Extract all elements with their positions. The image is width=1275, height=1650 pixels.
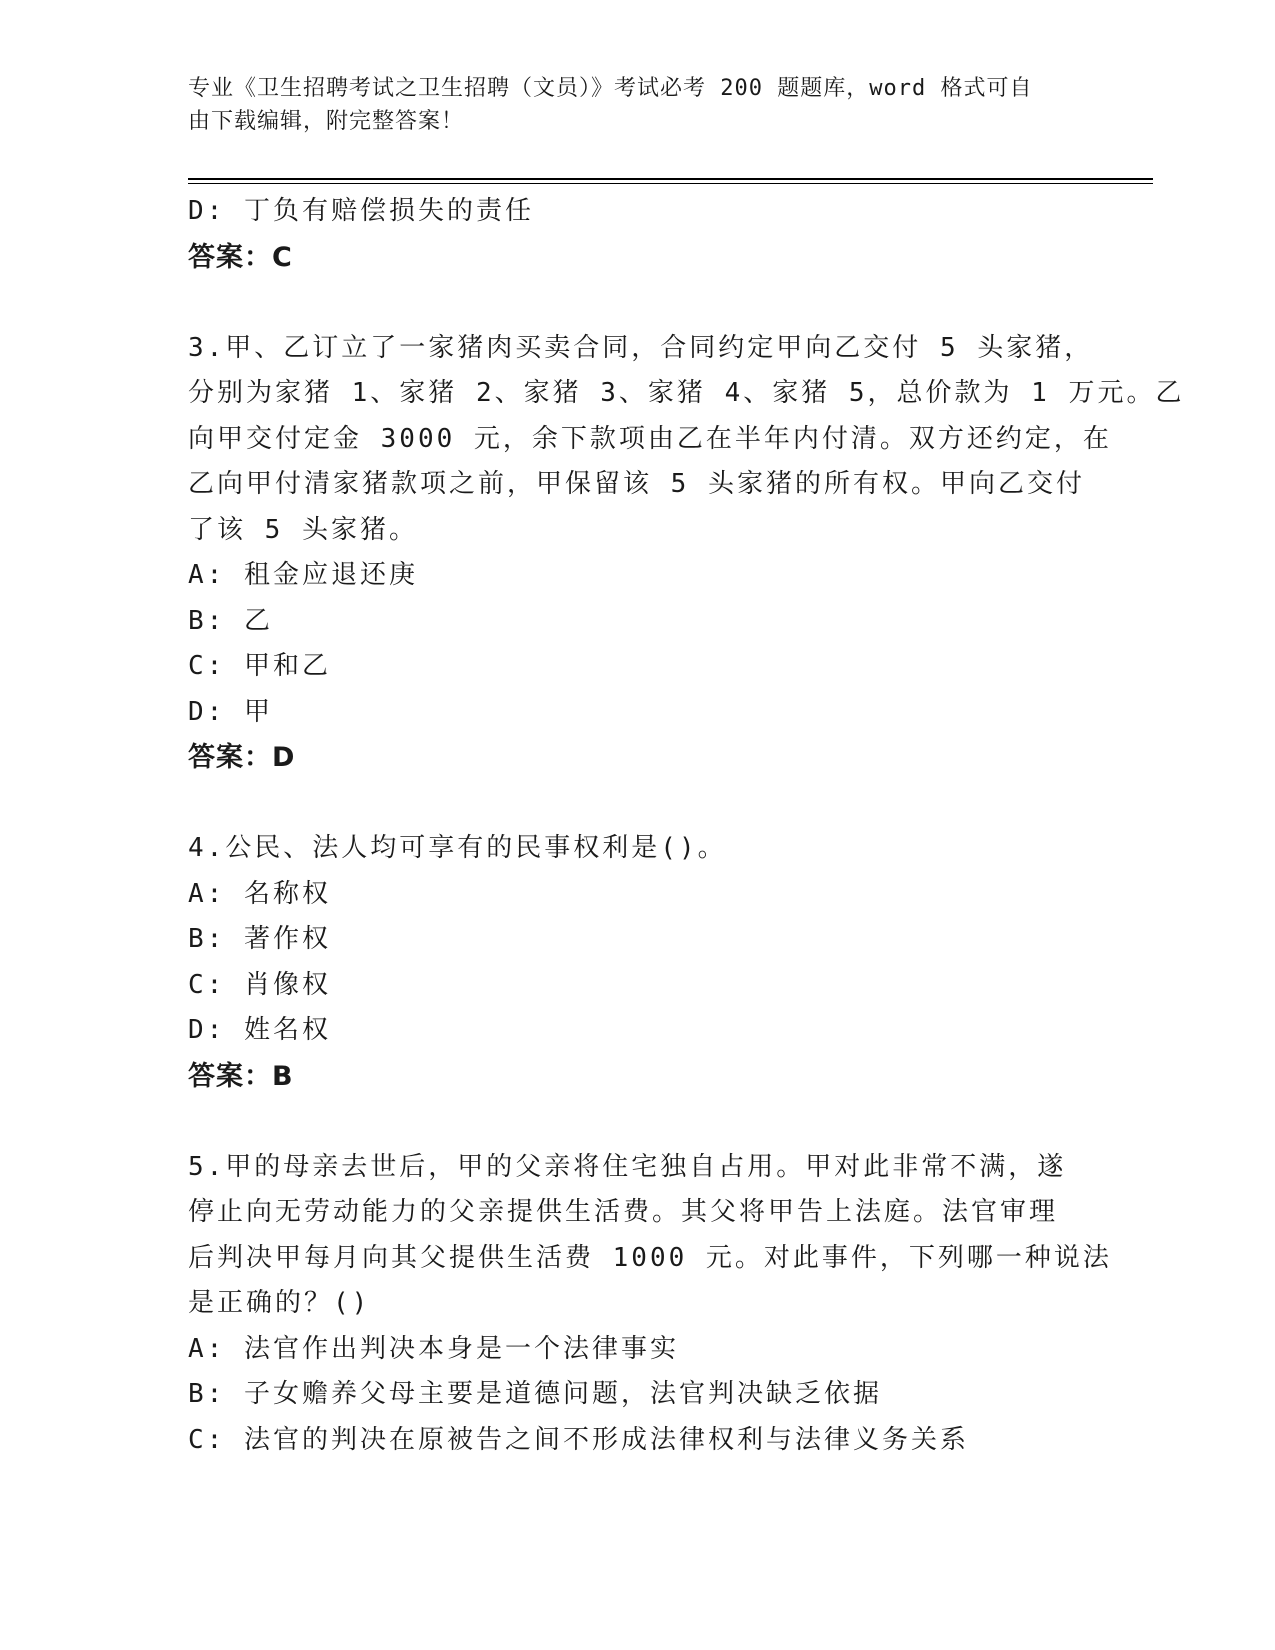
document-body [188, 189, 1185, 1463]
q3-line-4: 乙向甲付清家猪款项之前，甲保留该 5 头家猪的所有权。甲向乙交付 [188, 469, 1085, 499]
q3-option-a: A: 租金应退还庚 [188, 560, 418, 590]
q3-option-b: B: 乙 [188, 605, 273, 636]
spacer [188, 781, 1088, 827]
q5-line-2: 停止向无劳动能力的父亲提供生活费。其父将甲告上法庭。法官审理 [188, 1197, 1059, 1227]
spacer [188, 1099, 1088, 1145]
q5-question [188, 1145, 1112, 1327]
q3-question [188, 326, 1185, 554]
q3-option-c: C: 甲和乙 [188, 651, 331, 681]
q3-line-3: 向甲交付定金 3000 元，余下款项由乙在半年内付清。双方还约定，在 [188, 423, 1112, 454]
header-rule-thick [188, 178, 1153, 180]
q3-answer: 答案：D [188, 742, 296, 773]
q4-option-a: A: 名称权 [188, 878, 331, 909]
q4-question: 4.公民、法人均可享有的民事权利是()。 [188, 833, 727, 863]
q4-answer: 答案：B [188, 1060, 294, 1092]
header-line-1: 专业《卫生招聘考试之卫生招聘（文员）》考试必考 200 题题库，word 格式可自 [188, 76, 1033, 101]
header-line-2: 由下载编辑，附完整答案！ [188, 109, 465, 134]
q2-answer: 答案：C [188, 241, 293, 273]
document-header [188, 72, 1068, 138]
q5-option-b: B: 子女赡养父母主要是道德问题，法官判决缺乏依据 [188, 1379, 882, 1409]
q4-option-c: C: 肖像权 [188, 969, 331, 1000]
spacer [188, 280, 1088, 326]
q4-option-d: D: 姓名权 [188, 1015, 331, 1045]
q5-line-4: 是正确的？() [188, 1288, 371, 1318]
q5-option-a: A: 法官作出判决本身是一个法律事实 [188, 1333, 679, 1364]
q4-option-b: B: 著作权 [188, 924, 331, 954]
q3-line-1: 3.甲、乙订立了一家猪肉买卖合同，合同约定甲向乙交付 5 头家猪， [188, 332, 1094, 363]
q3-option-d: D: 甲 [188, 696, 273, 727]
q2-option-d: D: 丁负有赔偿损失的责任 [188, 196, 534, 226]
q5-line-3: 后判决甲每月向其父提供生活费 1000 元。对此事件，下列哪一种说法 [188, 1242, 1112, 1273]
q5-line-1: 5.甲的母亲去世后，甲的父亲将住宅独自占用。甲对此非常不满，遂 [188, 1151, 1067, 1182]
header-rule-thin [188, 183, 1153, 184]
q3-line-5: 了该 5 头家猪。 [188, 514, 418, 545]
q5-option-c: C: 法官的判决在原被告之间不形成法律权利与法律义务关系 [188, 1424, 969, 1455]
q3-line-2: 分别为家猪 1、家猪 2、家猪 3、家猪 4、家猪 5，总价款为 1 万元。乙 [188, 378, 1185, 408]
